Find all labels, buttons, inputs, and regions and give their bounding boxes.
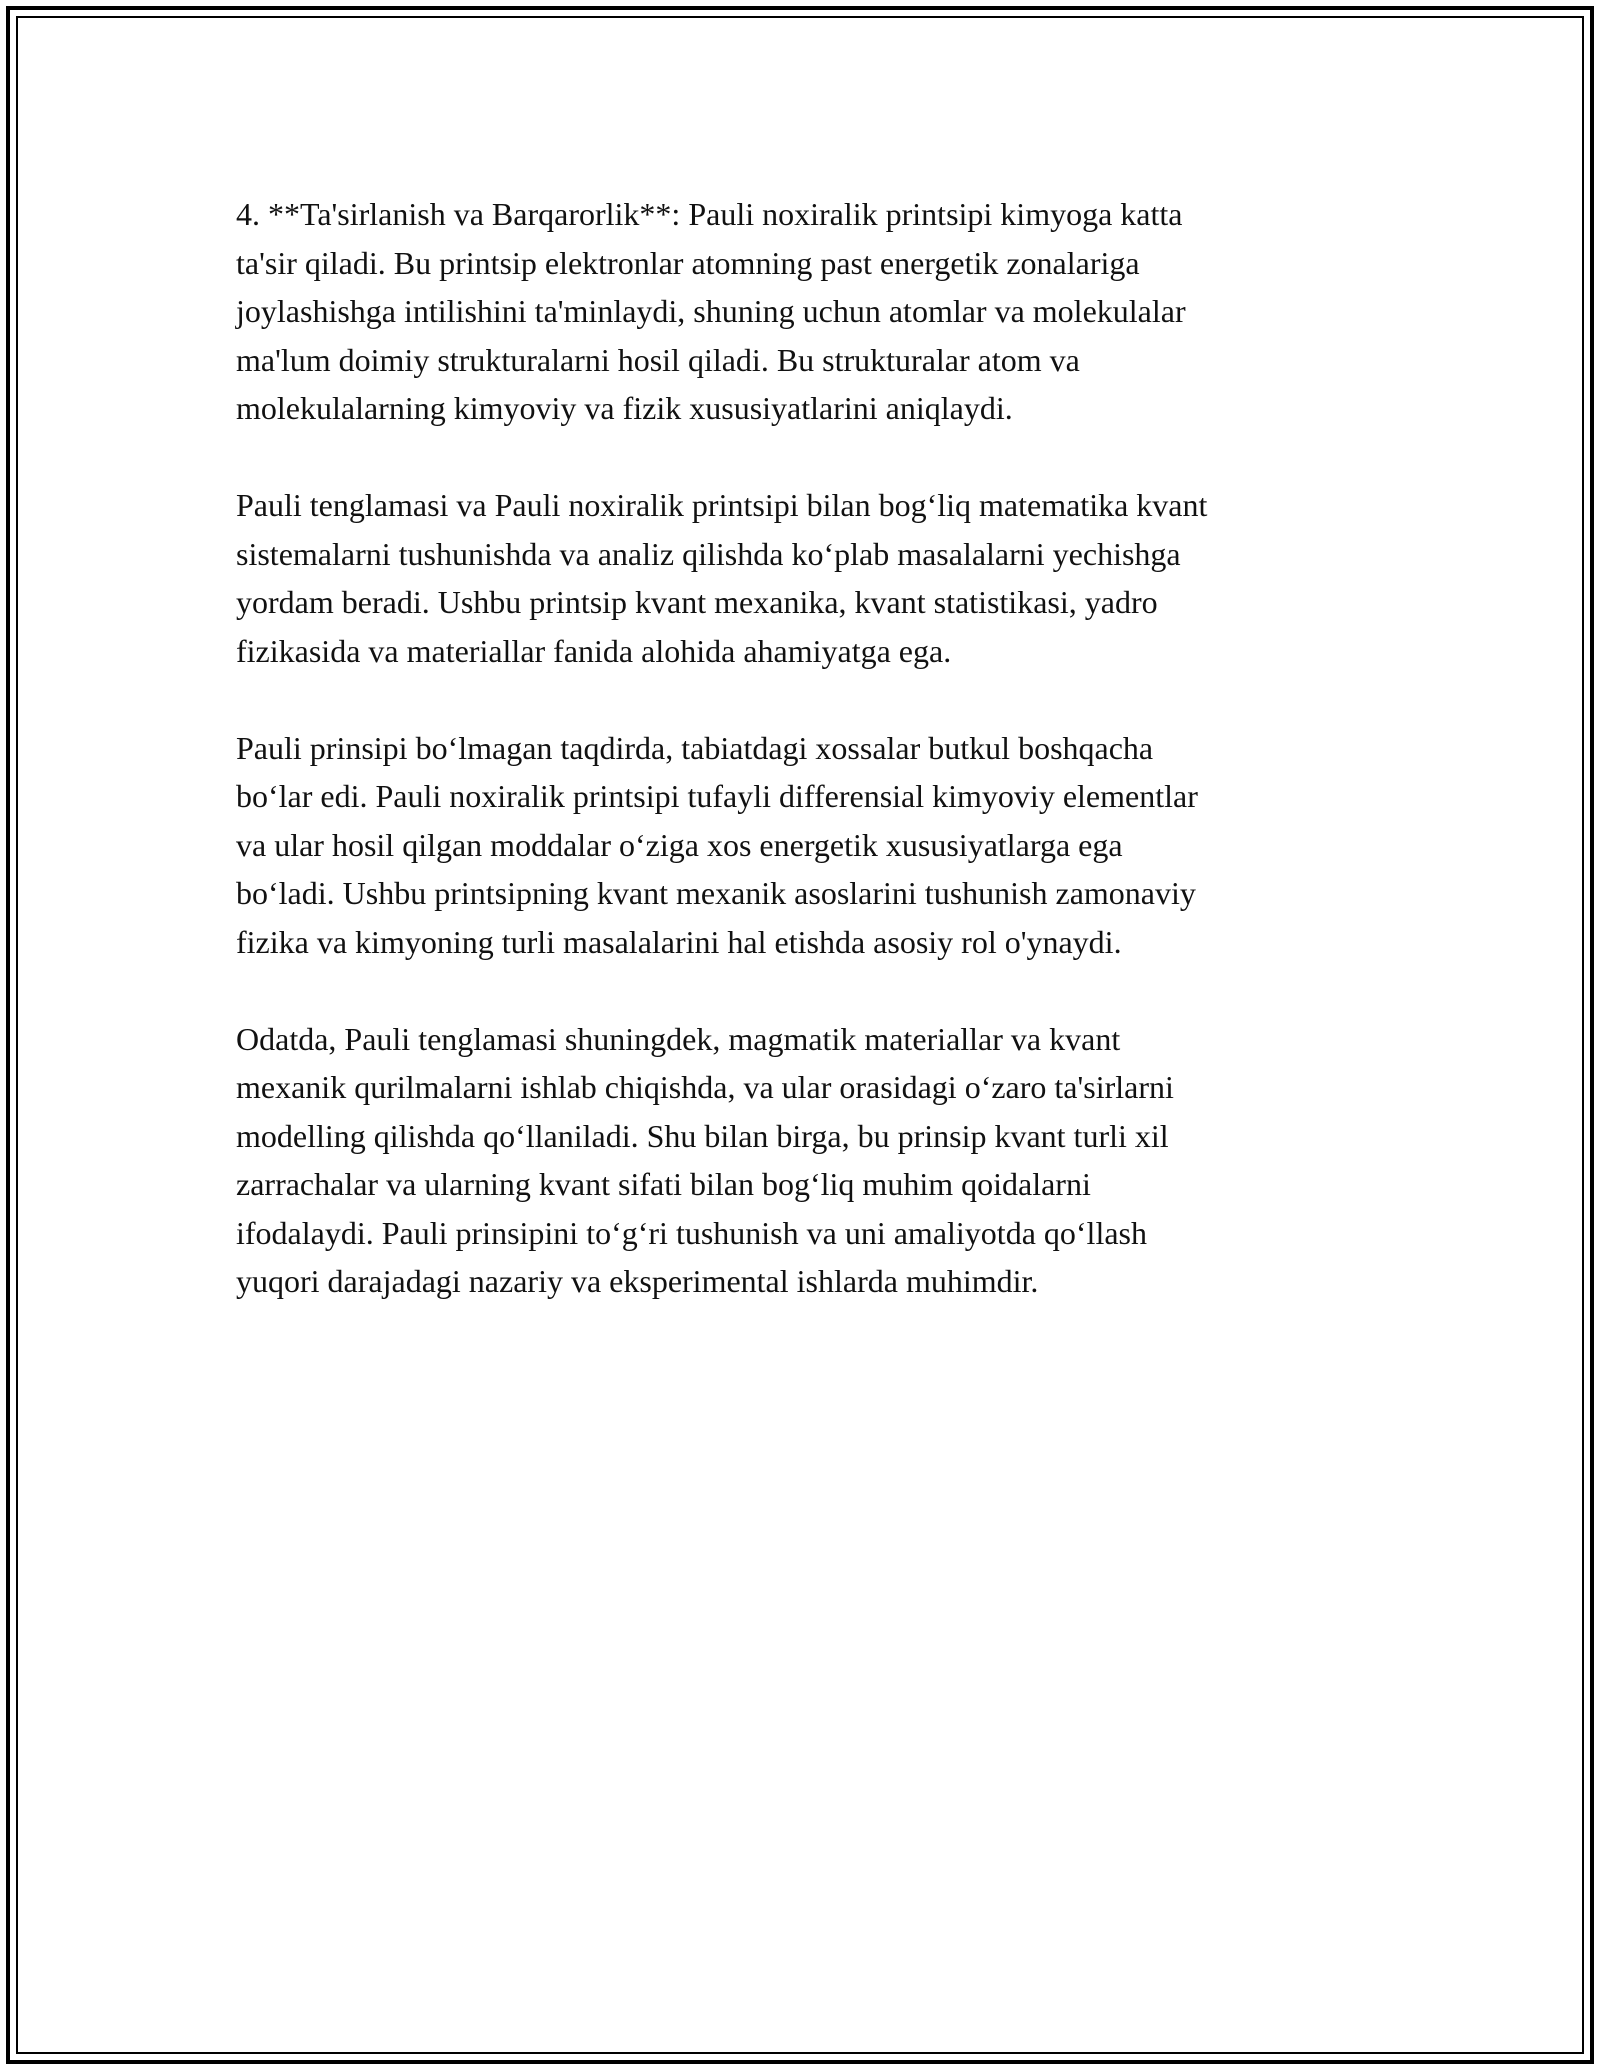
text-line: bo‘lar edi. Pauli noxiralik printsipi tufayli differensial kimyoviy elementlar bbox=[236, 778, 1198, 814]
text-line: va ular hosil qilgan moddalar o‘ziga xos energetik xususiyatlarga ega bbox=[236, 826, 1123, 863]
text-line: yordam beradi. Ushbu printsip kvant mexanika, kvant statistikasi, yadro bbox=[236, 584, 1158, 620]
text-line: molekulalarning kimyoviy va fizik xususiyatlarini aniqlaydi. bbox=[236, 390, 1013, 426]
document-body bbox=[236, 190, 1366, 1354]
text-line: Pauli prinsipi bo‘lmagan taqdirda, tabiatdagi xossalar butkul boshqacha bbox=[236, 729, 1154, 766]
text-line: fizikasida va materiallar fanida alohida ahamiyatga ega. bbox=[236, 632, 952, 669]
text-line: Pauli tenglamasi va Pauli noxiralik printsipi bilan bog‘liq matematika kvant bbox=[236, 487, 1208, 523]
paragraph-4 bbox=[236, 1015, 1366, 1306]
text-line: yuqori darajadagi nazariy va eksperimental ishlarda muhimdir. bbox=[236, 1263, 1039, 1299]
text-line: modelling qilishda qo‘llaniladi. Shu bilan birga, bu prinsip kvant turli xil bbox=[236, 1117, 1169, 1154]
text-line: zarrachalar va ularning kvant sifati bilan bog‘liq muhim qoidalarni bbox=[236, 1166, 1091, 1202]
text-line: Odatda, Pauli tenglamasi shuningdek, magmatik materiallar va kvant bbox=[236, 1020, 1121, 1057]
text-line: ta'sir qiladi. Bu printsip elektronlar atomning past energetik zonalariga bbox=[236, 244, 1140, 281]
paragraph-2 bbox=[236, 481, 1366, 675]
text-line: bo‘ladi. Ushbu printsipning kvant mexanik asoslarini tushunish zamonaviy bbox=[236, 875, 1196, 911]
paragraph-3 bbox=[236, 724, 1366, 967]
text-line: fizika va kimyoning turli masalalarini hal etishda asosiy rol o'ynaydi. bbox=[236, 923, 1122, 960]
text-line: sistemalarni tushunishda va analiz qilishda ko‘plab masalalarni yechishga bbox=[236, 535, 1181, 572]
text-line: mexanik qurilmalarni ishlab chiqishda, va ular orasidagi o‘zaro ta'sirlarni bbox=[236, 1069, 1174, 1105]
text-line: ma'lum doimiy strukturalarni hosil qiladi. Bu strukturalar atom va bbox=[236, 341, 1080, 378]
paragraph-1 bbox=[236, 190, 1366, 433]
text-line: ifodalaydi. Pauli prinsipini to‘g‘ri tushunish va uni amaliyotda qo‘llash bbox=[236, 1214, 1147, 1251]
text-line: joylashishga intilishini ta'minlaydi, shuning uchun atomlar va molekulalar bbox=[236, 293, 1186, 329]
text-line: 4. **Ta'sirlanish va Barqarorlik**: Pauli noxiralik printsipi kimyoga katta bbox=[236, 196, 1183, 232]
